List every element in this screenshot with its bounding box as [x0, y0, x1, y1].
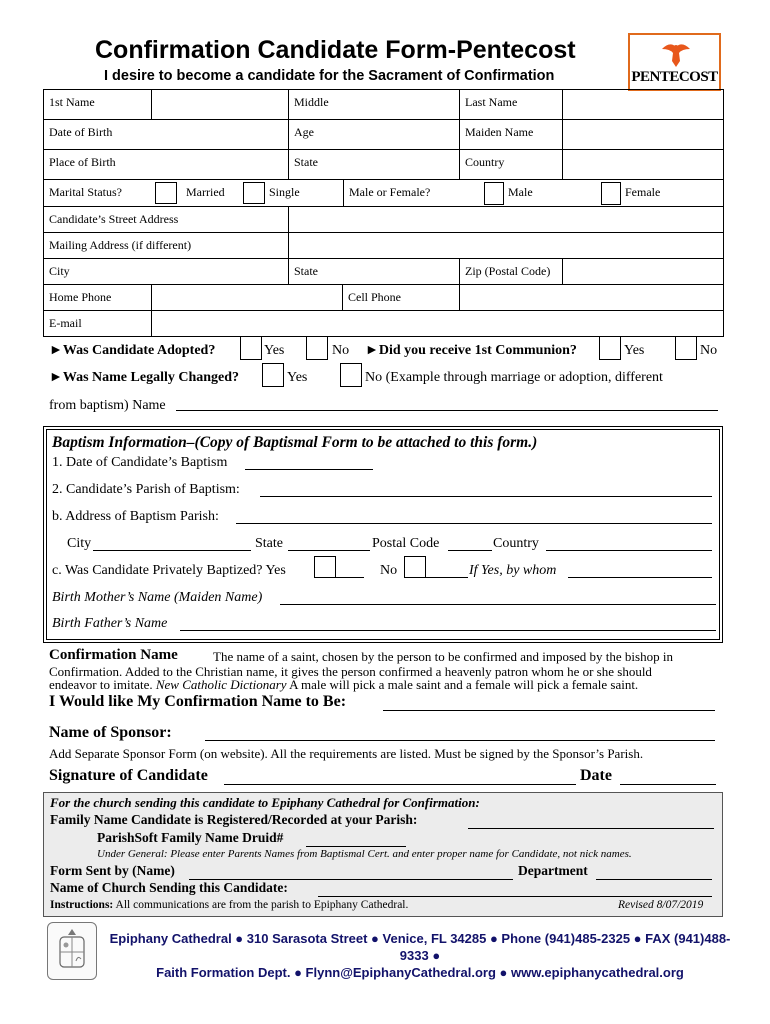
changed-yes-checkbox[interactable] — [262, 363, 284, 387]
date-label: Date — [580, 767, 612, 784]
baptism-postal-label: Postal Code — [372, 536, 440, 551]
by-whom-label: If Yes, by whom — [469, 563, 557, 578]
gender-label: Male or Female? — [349, 185, 431, 199]
cell-phone-label: Cell Phone — [343, 285, 460, 310]
form-title: Confirmation Candidate Form-Pentecost — [95, 36, 576, 64]
private-no-checkbox[interactable] — [404, 556, 426, 578]
form-subtitle: I desire to become a candidate for the Sacrament of Confirmation — [104, 68, 555, 84]
city-label: City — [44, 259, 289, 284]
communion-question: ►Did you receive 1st Communion? — [365, 343, 577, 358]
confirmation-text-3 — [49, 677, 638, 693]
single-checkbox[interactable] — [243, 182, 265, 204]
dob-row — [44, 120, 723, 150]
baptism-city-field[interactable] — [93, 550, 251, 551]
birth-father-field[interactable] — [180, 630, 716, 631]
dove-icon — [656, 39, 696, 69]
department-field[interactable] — [596, 879, 712, 880]
marital-label: Marital Status? — [49, 185, 122, 199]
zip-label: Zip (Postal Code) — [460, 259, 563, 284]
communion-no-label: No — [700, 343, 718, 358]
first-name-field[interactable] — [152, 90, 289, 119]
signature-label: Signature of Candidate — [49, 767, 208, 784]
sponsor-field[interactable] — [205, 740, 715, 741]
phone-row — [44, 285, 723, 311]
email-row — [44, 311, 723, 337]
church-name-field[interactable] — [318, 896, 712, 897]
cell-phone-field[interactable] — [460, 285, 723, 310]
church-heading: For the church sending this candidate to Epiphany Cathedral for Confirmation: — [50, 795, 480, 810]
baptism-country-field[interactable] — [546, 550, 712, 551]
maiden-name-label: Maiden Name — [460, 120, 563, 149]
changed-note: No (Example through marriage or adoption, different — [365, 370, 663, 385]
private-yes-checkbox[interactable] — [314, 556, 336, 578]
instructions-text: All communications are from the parish to Epiphany Cathedral. — [115, 899, 409, 911]
confirmation-text-3c: A male will pick a male saint and a female will pick a female saint. — [286, 677, 639, 692]
instructions-label: Instructions: — [50, 899, 114, 911]
from-baptism-label: from baptism) Name — [49, 398, 166, 413]
church-name-label: Name of Church Sending this Candidate: — [50, 880, 288, 895]
private-no-label: No — [380, 563, 398, 578]
city-row — [44, 259, 723, 285]
candidate-info-grid — [43, 89, 724, 337]
baptism-heading: Baptism Information–(Copy of Baptismal Form to be attached to this form.) — [52, 434, 538, 451]
communion-yes-checkbox[interactable] — [599, 336, 621, 360]
first-name-label: 1st Name — [44, 90, 152, 119]
date-field[interactable] — [620, 784, 716, 785]
adopted-no-label: No — [332, 343, 350, 358]
email-label: E-mail — [44, 311, 152, 336]
changed-yes-label: Yes — [287, 370, 308, 385]
birth-father-label: Birth Father’s Name — [52, 616, 168, 631]
street-label: Candidate’s Street Address — [44, 207, 289, 232]
instructions-row — [50, 899, 408, 911]
from-baptism-name-field[interactable] — [176, 410, 718, 411]
cathedral-seal-icon — [47, 922, 97, 980]
mailing-field[interactable] — [289, 233, 723, 258]
mailing-label: Mailing Address (if different) — [44, 233, 289, 258]
private-baptism-question: c. Was Candidate Privately Baptized? Yes — [52, 563, 286, 578]
baptism-city-label: City — [67, 536, 92, 551]
baptism-parish-field[interactable] — [260, 496, 712, 497]
dictionary-title: New Catholic Dictionary — [155, 677, 287, 692]
male-checkbox[interactable] — [484, 182, 504, 205]
birthplace-row — [44, 150, 723, 180]
department-label: Department — [518, 863, 588, 878]
confirmation-text-1: The name of a saint, chosen by the person to be confirmed and imposed by the bishop in — [213, 649, 673, 664]
last-name-field[interactable] — [563, 90, 723, 119]
confirmation-text-2: Confirmation. Added to the Christian name, it gives the person confirmed a heavenly patron whom he or she should — [49, 664, 652, 679]
street-row — [44, 207, 723, 233]
last-name-label: Last Name — [460, 90, 563, 119]
age-label: Age — [289, 120, 460, 149]
name-changed-question: ►Was Name Legally Changed? — [49, 370, 240, 385]
adopted-yes-label: Yes — [264, 343, 285, 358]
footer-contact: Faith Formation Dept. ● Flynn@EpiphanyCathedral.org ● www.epiphanycathedral.org — [156, 965, 684, 980]
maiden-name-field[interactable] — [563, 120, 723, 149]
changed-no-checkbox[interactable] — [340, 363, 362, 387]
confirmation-name-field[interactable] — [383, 710, 715, 711]
baptism-state-field[interactable] — [288, 550, 370, 551]
footer — [100, 930, 740, 981]
married-label: Married — [186, 185, 225, 199]
country-field[interactable] — [563, 150, 723, 179]
baptism-state-label: State — [255, 536, 283, 551]
adopted-no-checkbox[interactable] — [306, 336, 328, 360]
email-field[interactable] — [152, 311, 723, 336]
baptism-address-field[interactable] — [236, 523, 712, 524]
state2-label: State — [289, 259, 460, 284]
mailing-row — [44, 233, 723, 259]
sponsor-note: Add Separate Sponsor Form (on website). All the requirements are listed. Must be signed by the Sponsor’s Parish. — [49, 746, 644, 761]
baptism-country-label: Country — [493, 536, 539, 551]
street-field[interactable] — [289, 207, 723, 232]
baptism-date-label: 1. Date of Candidate’s Baptism — [52, 455, 228, 470]
druid-label: ParishSoft Family Name Druid# — [97, 830, 284, 845]
home-phone-field[interactable] — [152, 285, 343, 310]
baptism-address-label: b. Address of Baptism Parish: — [52, 509, 219, 524]
revised-date: Revised 8/07/2019 — [618, 899, 704, 911]
druid-field[interactable] — [306, 846, 406, 847]
by-whom-field[interactable] — [568, 577, 712, 578]
birth-mother-label: Birth Mother’s Name (Maiden Name) — [52, 590, 263, 605]
country-label: Country — [460, 150, 563, 179]
sponsor-label: Name of Sponsor: — [49, 724, 172, 741]
family-name-field[interactable] — [468, 828, 714, 829]
middle-label: Middle — [289, 90, 460, 119]
pob-label: Place of Birth — [44, 150, 289, 179]
marital-row — [44, 180, 723, 207]
logo-text: PENTECOST — [631, 69, 718, 85]
state-label: State — [289, 150, 460, 179]
communion-yes-label: Yes — [624, 343, 645, 358]
sent-by-label: Form Sent by (Name) — [50, 863, 175, 878]
dob-label: Date of Birth — [44, 120, 289, 149]
male-label: Male — [508, 185, 533, 199]
baptism-postal-field[interactable] — [448, 550, 492, 551]
female-label: Female — [625, 185, 661, 199]
zip-field[interactable] — [563, 259, 723, 284]
communion-no-checkbox[interactable] — [675, 336, 697, 360]
church-note: Under General: Please enter Parents Names from Baptismal Cert. and enter proper name for Candidate, not nick names. — [97, 848, 632, 860]
married-checkbox[interactable] — [155, 182, 177, 204]
baptism-parish-label: 2. Candidate’s Parish of Baptism: — [52, 482, 240, 497]
pentecost-logo — [628, 33, 721, 91]
private-yes-underline — [336, 577, 364, 578]
adopted-yes-checkbox[interactable] — [240, 336, 262, 360]
footer-address: Epiphany Cathedral ● 310 Sarasota Street ● Venice, FL 34285 ● Phone (941)485-2325 ● FAX (941)488-9333 ● — [109, 931, 731, 963]
family-name-label: Family Name Candidate is Registered/Recorded at your Parish: — [50, 812, 418, 827]
single-label: Single — [264, 180, 344, 206]
baptism-date-field[interactable] — [245, 469, 373, 470]
confirmation-text-3a: endeavor to imitate. — [49, 677, 156, 692]
female-checkbox[interactable] — [601, 182, 621, 205]
home-phone-label: Home Phone — [44, 285, 152, 310]
private-no-underline — [426, 577, 468, 578]
name-row — [44, 90, 723, 120]
adopted-question: ►Was Candidate Adopted? — [49, 343, 216, 358]
confirmation-name-label: I Would like My Confirmation Name to Be: — [49, 693, 347, 710]
confirmation-heading: Confirmation Name — [49, 647, 178, 663]
birth-mother-field[interactable] — [280, 604, 716, 605]
signature-field[interactable] — [224, 784, 576, 785]
